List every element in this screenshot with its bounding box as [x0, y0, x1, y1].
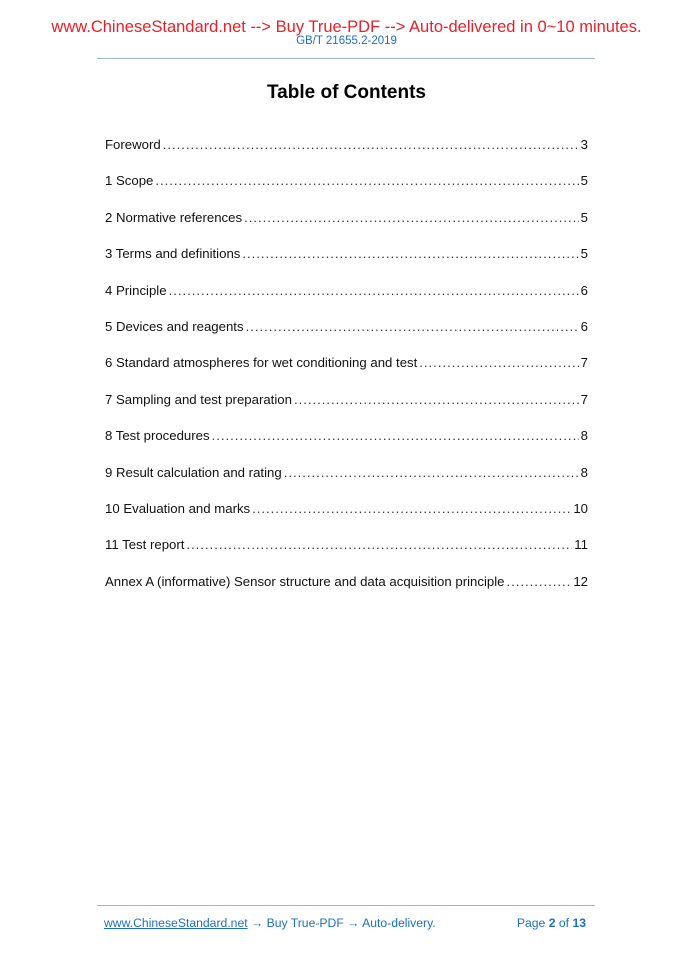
toc-entry-page: 7 — [580, 355, 588, 371]
page-number — [517, 916, 586, 930]
toc-entry-foreword[interactable] — [105, 137, 588, 173]
toc-entry-result-calculation[interactable] — [105, 465, 588, 501]
toc-entry-label: 9 Result calculation and rating — [105, 464, 282, 480]
document-code: GB/T 21655.2-2019 — [296, 35, 397, 47]
toc-entry-page: 5 — [580, 173, 588, 189]
toc-leader-dots — [246, 319, 579, 334]
toc-leader-dots — [169, 283, 579, 298]
toc-entry-page: 5 — [580, 209, 588, 225]
toc-leader-dots — [244, 210, 579, 225]
header-divider — [97, 58, 595, 59]
toc-entry-terms-and-definitions[interactable] — [105, 246, 588, 282]
toc-entry-annex-a[interactable] — [105, 574, 588, 610]
toc-entry-sampling-and-test-preparation[interactable] — [105, 392, 588, 428]
page-current: 2 — [548, 916, 556, 930]
page-word: Page — [516, 916, 546, 930]
footer-site-link[interactable]: www.ChineseStandard.net — [104, 916, 248, 930]
toc-entry-evaluation-and-marks[interactable] — [105, 501, 588, 537]
of-word: of — [558, 916, 570, 930]
toc-entry-label: 6 Standard atmospheres for wet conditioning and test — [105, 355, 418, 371]
toc-entry-page: 8 — [580, 428, 588, 444]
toc-leader-dots — [294, 392, 579, 407]
page-total: 13 — [572, 916, 586, 930]
toc-leader-dots — [242, 246, 578, 261]
toc-entry-label: 8 Test procedures — [105, 428, 210, 444]
toc-entry-label: Foreword — [105, 137, 161, 152]
toc-entry-label: 3 Terms and definitions — [105, 246, 241, 262]
toc-leader-dots — [507, 574, 572, 589]
toc-entry-label: 4 Principle — [105, 282, 167, 298]
footer-divider — [97, 905, 595, 906]
toc-entry-standard-atmospheres[interactable] — [105, 355, 588, 391]
toc-entry-page: 10 — [573, 500, 588, 516]
toc-entry-test-report[interactable] — [105, 537, 588, 573]
toc-entry-page: 6 — [580, 282, 588, 298]
table-of-contents — [105, 137, 588, 610]
toc-leader-dots — [186, 537, 572, 552]
toc-leader-dots — [155, 173, 578, 188]
toc-entry-label: 7 Sampling and test preparation — [105, 391, 292, 407]
toc-entry-scope[interactable] — [105, 173, 588, 209]
toc-leader-dots — [163, 137, 579, 152]
toc-leader-dots — [212, 428, 579, 443]
toc-entry-page: 6 — [580, 318, 588, 334]
toc-leader-dots — [252, 501, 571, 516]
promo-banner[interactable]: www.ChineseStandard.net --> Buy True-PDF --> Auto-delivered in 0~10 minutes. — [51, 18, 642, 36]
toc-entry-normative-references[interactable] — [105, 210, 588, 246]
toc-leader-dots — [284, 465, 579, 480]
toc-entry-label: 1 Scope — [105, 173, 154, 189]
toc-entry-page: 11 — [574, 537, 588, 553]
toc-entry-label: 2 Normative references — [105, 209, 243, 225]
toc-entry-page: 7 — [580, 391, 588, 407]
toc-entry-page: 8 — [580, 464, 588, 480]
toc-entry-label: Annex A (informative) Sensor structure and data acquisition principle — [105, 573, 505, 589]
toc-title: Table of Contents — [266, 82, 427, 103]
toc-entry-test-procedures[interactable] — [105, 428, 588, 464]
toc-entry-devices-and-reagents[interactable] — [105, 319, 588, 355]
toc-entry-page: 12 — [573, 573, 588, 589]
footer-promo-text: → Buy True-PDF → Auto-delivery. — [247, 916, 436, 930]
footer-promo — [104, 916, 436, 930]
toc-entry-label: 5 Devices and reagents — [105, 318, 244, 334]
toc-leader-dots — [419, 355, 578, 370]
toc-entry-page: 5 — [580, 246, 588, 262]
toc-entry-label: 10 Evaluation and marks — [105, 500, 251, 516]
toc-entry-principle[interactable] — [105, 283, 588, 319]
toc-entry-label: 11 Test report — [105, 537, 185, 553]
toc-entry-page: 3 — [580, 137, 588, 152]
